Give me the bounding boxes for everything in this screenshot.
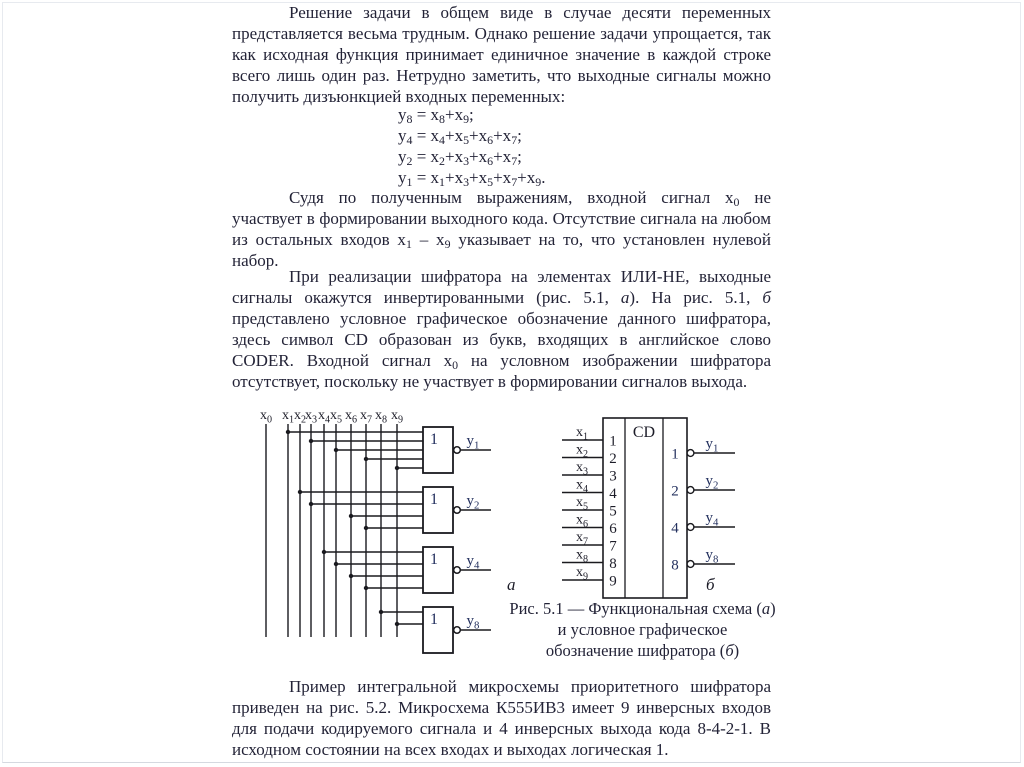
junction-dot — [309, 439, 313, 443]
input-label: $x_1$ — [281, 408, 295, 426]
or-not-gate — [423, 607, 453, 653]
chip-output-pin: 1 — [671, 446, 679, 463]
inversion-circle — [454, 447, 461, 454]
paragraph-or-not: При реализации шифратора на элементах ИЛИ-НЕ, выходные сигналы окажутся инвертированными (рис. 5.1, а). На рис. 5.1, б представлено условное графическое обозначение данного шифратора, здесь символ CD образован из букв, входящих в английское слово CODER. Входной сигнал $x_0$ на условном изображении шифратора отсутствует, поскольку не участвует в формировании сигналов выхода. — [232, 267, 771, 391]
junction-dot — [349, 514, 353, 518]
input-label: $x_8$ — [374, 408, 388, 426]
or-not-gate — [423, 547, 453, 593]
input-label: $x_2$ — [293, 408, 307, 426]
output-label: $y_2$ — [466, 493, 480, 512]
input-label: $x_6$ — [344, 408, 358, 426]
chip-input-pin: 6 — [609, 521, 617, 537]
chip-input-label: $x_1$ — [575, 425, 588, 443]
formula-y4: $y_4 = x_4+x_5+x_6+x_7$; — [398, 126, 522, 147]
input-label: $x_0$ — [259, 408, 273, 426]
formula-y2: $y_2 = x_2+x_3+x_6+x_7$; — [398, 147, 522, 168]
chip-input-label: $x_7$ — [575, 530, 588, 548]
input-label: $x_4$ — [317, 408, 331, 426]
figure-caption-line: и условное графическое — [557, 620, 728, 639]
input-label: $x_5$ — [329, 408, 343, 426]
inversion-circle — [687, 561, 694, 568]
chip-output-label: $y_4$ — [705, 510, 719, 529]
formula-y8: $y_8 = x_8+x_9$; — [398, 105, 474, 126]
inversion-circle — [454, 567, 461, 574]
chip-input-pin: 7 — [609, 538, 617, 555]
paragraph-zero-set: Судя по полученным выражениям, входной сигнал $x_0$ не участвует в формировании выходного кода. Отсутствие сигнала на любом из остальных входов $x_1 - x_9$ указывает на то, что установлен нулевой набор. — [232, 188, 772, 270]
chip-input-pin: 4 — [609, 486, 617, 502]
junction-dot — [364, 457, 368, 461]
paragraph-intro: Решение задачи в общем виде в случае десяти переменных представляется весьма трудным. Однако решение задачи упрощается, так как исходная функция принимает единичное значение в каждой строке всего лишь один раз. Нетрудно заметить, что выходные сигналы можно получить дизъюнкцией входных переменных: — [232, 3, 771, 106]
junction-dot — [286, 430, 290, 434]
paragraph-k555iv3: Пример интегральной микросхемы приоритетного шифратора приведен на рис. 5.2. Микросхема К555ИВ3 имеет 9 инверсных входов для подачи кодируемого сигнала и 4 инверсных выхода кода 8-4-2-1. В исходном состоянии на всех входах и выходах логическая 1. — [232, 677, 771, 759]
chip-input-pin: 3 — [609, 468, 617, 485]
junction-dot — [364, 526, 368, 530]
chip-label: CD — [632, 424, 656, 441]
chip-input-label: $x_5$ — [575, 495, 588, 513]
chip-input-pin: 9 — [609, 573, 617, 590]
junction-dot — [364, 586, 368, 590]
chip-input-label: $x_8$ — [575, 547, 588, 565]
junction-dot — [334, 448, 338, 452]
junction-dot — [395, 622, 399, 626]
output-label: $y_1$ — [466, 433, 480, 452]
junction-dot — [395, 466, 399, 470]
chip-input-label: $x_4$ — [575, 477, 588, 495]
chip-output-pin: 8 — [671, 557, 679, 574]
chip-input-label: $x_9$ — [575, 565, 588, 583]
junction-dot — [298, 490, 302, 494]
gate-symbol: 1 — [430, 491, 438, 508]
chip-output-pin: 2 — [671, 483, 679, 500]
chip-input-pin: 8 — [609, 556, 617, 572]
chip-output-label: $y_2$ — [705, 473, 719, 492]
junction-dot — [379, 610, 383, 614]
chip-input-label: $x_6$ — [575, 512, 588, 530]
input-label: $x_9$ — [390, 408, 404, 426]
chip-input-label: $x_3$ — [575, 460, 588, 478]
output-label: $y_8$ — [466, 613, 480, 632]
chip-input-label: $x_2$ — [575, 442, 588, 460]
output-label: $y_4$ — [466, 553, 480, 572]
junction-dot — [309, 502, 313, 506]
or-not-gate — [423, 427, 453, 473]
inversion-circle — [687, 524, 694, 531]
formula-y1: $y_1 = x_1+x_3+x_5+x_7+x_9$. — [398, 168, 546, 189]
junction-dot — [349, 574, 353, 578]
chip-output-pin: 4 — [671, 520, 679, 537]
chip-input-pin: 5 — [609, 503, 617, 520]
gate-symbol: 1 — [430, 551, 438, 568]
input-label: $x_7$ — [359, 408, 373, 426]
figure-caption-line: обозначение шифратора (б) — [545, 641, 740, 660]
inversion-circle — [454, 627, 461, 634]
symbol-diagram-b — [562, 418, 735, 598]
chip-input-pin: 1 — [609, 433, 617, 450]
inversion-circle — [687, 487, 694, 494]
figure-caption — [480, 598, 805, 661]
junction-dot — [334, 562, 338, 566]
chip-output-label: $y_8$ — [705, 547, 719, 566]
inversion-circle — [687, 450, 694, 457]
gate-symbol: 1 — [430, 431, 438, 448]
figure-caption-line: Рис. 5.1 — Функциональная схема (а) — [509, 599, 776, 618]
inversion-circle — [454, 507, 461, 514]
or-not-gate — [423, 487, 453, 533]
input-label: $x_3$ — [304, 408, 318, 426]
junction-dot — [322, 550, 326, 554]
functional-schematic-a — [260, 408, 516, 653]
chip-input-pin: 2 — [609, 451, 617, 467]
diagram-b-label: б — [706, 575, 715, 594]
chip-output-label: $y_1$ — [705, 436, 719, 455]
gate-symbol: 1 — [430, 611, 438, 628]
diagram-a-label: а — [507, 575, 516, 594]
